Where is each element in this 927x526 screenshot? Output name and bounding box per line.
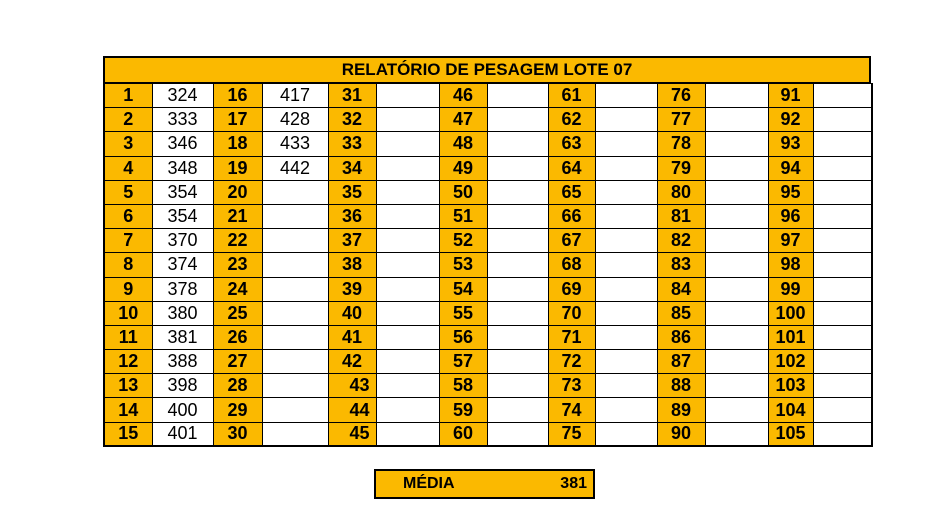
weight-cell[interactable]: 381 — [152, 325, 213, 349]
weight-cell[interactable] — [595, 229, 657, 253]
animal-number-cell: 77 — [657, 108, 705, 132]
animal-number-cell: 63 — [548, 132, 595, 156]
animal-number-cell: 85 — [657, 301, 705, 325]
animal-number-cell: 69 — [548, 277, 595, 301]
weight-cell[interactable] — [813, 422, 872, 446]
table-row — [104, 398, 872, 422]
weight-cell[interactable] — [487, 108, 548, 132]
weight-cell[interactable]: 370 — [152, 229, 213, 253]
animal-number-cell: 95 — [768, 180, 813, 204]
weight-cell[interactable] — [487, 253, 548, 277]
animal-number-cell: 96 — [768, 204, 813, 228]
animal-number-cell: 10 — [104, 301, 152, 325]
weight-cell[interactable] — [262, 374, 328, 398]
weight-cell[interactable] — [813, 277, 872, 301]
report-title: RELATÓRIO DE PESAGEM LOTE 07 — [103, 56, 871, 83]
animal-number-cell: 27 — [213, 350, 262, 374]
animal-number-cell: 8 — [104, 253, 152, 277]
animal-number-cell: 17 — [213, 108, 262, 132]
table-row — [104, 156, 872, 180]
weight-cell[interactable] — [376, 374, 439, 398]
weight-cell[interactable] — [813, 374, 872, 398]
animal-number-cell: 70 — [548, 301, 595, 325]
animal-number-cell: 11 — [104, 325, 152, 349]
animal-number-cell: 46 — [439, 84, 487, 108]
weight-cell[interactable] — [487, 422, 548, 446]
animal-number-cell: 16 — [213, 84, 262, 108]
weight-cell[interactable] — [595, 325, 657, 349]
table-row — [104, 325, 872, 349]
weight-cell[interactable] — [705, 253, 768, 277]
weight-cell[interactable] — [705, 398, 768, 422]
table-row — [104, 350, 872, 374]
weight-cell[interactable] — [262, 301, 328, 325]
weight-cell[interactable] — [595, 84, 657, 108]
animal-number-cell: 58 — [439, 374, 487, 398]
average-box — [374, 469, 595, 499]
table-row — [104, 132, 872, 156]
animal-number-cell: 81 — [657, 204, 705, 228]
weight-cell[interactable] — [487, 132, 548, 156]
weight-cell[interactable] — [487, 398, 548, 422]
weight-cell[interactable] — [705, 277, 768, 301]
animal-number-cell: 72 — [548, 350, 595, 374]
weight-cell[interactable]: 346 — [152, 132, 213, 156]
weight-cell[interactable] — [487, 374, 548, 398]
weight-cell[interactable]: 400 — [152, 398, 213, 422]
weight-cell[interactable]: 398 — [152, 374, 213, 398]
weight-cell[interactable] — [376, 156, 439, 180]
animal-number-cell: 105 — [768, 422, 813, 446]
animal-number-cell: 41 — [328, 325, 376, 349]
weight-cell[interactable] — [595, 156, 657, 180]
animal-number-cell: 23 — [213, 253, 262, 277]
animal-number-cell: 2 — [104, 108, 152, 132]
animal-number-cell: 93 — [768, 132, 813, 156]
weight-cell[interactable] — [705, 204, 768, 228]
weight-cell[interactable] — [705, 374, 768, 398]
animal-number-cell: 65 — [548, 180, 595, 204]
weight-cell[interactable]: 388 — [152, 350, 213, 374]
animal-number-cell: 84 — [657, 277, 705, 301]
table-row — [104, 84, 872, 108]
weighing-report-sheet — [103, 56, 871, 447]
weight-cell[interactable]: 378 — [152, 277, 213, 301]
weight-cell[interactable] — [487, 84, 548, 108]
weight-cell[interactable] — [705, 229, 768, 253]
weight-cell[interactable] — [376, 84, 439, 108]
weight-cell[interactable] — [376, 253, 439, 277]
animal-number-cell: 54 — [439, 277, 487, 301]
weight-cell[interactable] — [376, 277, 439, 301]
animal-number-cell: 74 — [548, 398, 595, 422]
animal-number-cell: 52 — [439, 229, 487, 253]
animal-number-cell: 6 — [104, 204, 152, 228]
animal-number-cell: 92 — [768, 108, 813, 132]
weight-cell[interactable] — [487, 350, 548, 374]
animal-number-cell: 97 — [768, 229, 813, 253]
weight-cell[interactable]: 324 — [152, 84, 213, 108]
weight-cell[interactable]: 442 — [262, 156, 328, 180]
weight-cell[interactable] — [262, 180, 328, 204]
weight-cell[interactable] — [262, 350, 328, 374]
weight-cell[interactable] — [813, 204, 872, 228]
weight-cell[interactable] — [595, 108, 657, 132]
animal-number-cell: 64 — [548, 156, 595, 180]
weight-cell[interactable] — [487, 180, 548, 204]
weight-cell[interactable] — [595, 204, 657, 228]
animal-number-cell: 73 — [548, 374, 595, 398]
animal-number-cell: 62 — [548, 108, 595, 132]
animal-number-cell: 26 — [213, 325, 262, 349]
weight-cell[interactable] — [487, 156, 548, 180]
weight-cell[interactable] — [262, 398, 328, 422]
weight-cell[interactable] — [487, 277, 548, 301]
animal-number-cell: 53 — [439, 253, 487, 277]
animal-number-cell: 47 — [439, 108, 487, 132]
animal-number-cell: 60 — [439, 422, 487, 446]
weight-cell[interactable] — [595, 180, 657, 204]
animal-number-cell: 57 — [439, 350, 487, 374]
table-row — [104, 301, 872, 325]
animal-number-cell: 31 — [328, 84, 376, 108]
weight-cell[interactable]: 417 — [262, 84, 328, 108]
weight-cell[interactable] — [376, 180, 439, 204]
animal-number-cell: 37 — [328, 229, 376, 253]
animal-number-cell: 21 — [213, 204, 262, 228]
weight-cell[interactable] — [262, 229, 328, 253]
weight-cell[interactable] — [595, 132, 657, 156]
animal-number-cell: 28 — [213, 374, 262, 398]
weight-cell[interactable] — [595, 301, 657, 325]
animal-number-cell: 103 — [768, 374, 813, 398]
weight-cell[interactable] — [595, 277, 657, 301]
weight-cell[interactable] — [705, 156, 768, 180]
animal-number-cell: 83 — [657, 253, 705, 277]
animal-number-cell: 67 — [548, 229, 595, 253]
weight-cell[interactable] — [376, 398, 439, 422]
weight-cell[interactable] — [705, 84, 768, 108]
animal-number-cell: 12 — [104, 350, 152, 374]
weight-cell[interactable] — [376, 132, 439, 156]
weight-cell[interactable] — [813, 398, 872, 422]
animal-number-cell: 71 — [548, 325, 595, 349]
weight-cell[interactable]: 374 — [152, 253, 213, 277]
animal-number-cell: 33 — [328, 132, 376, 156]
weight-cell[interactable] — [595, 422, 657, 446]
weight-cell[interactable] — [813, 180, 872, 204]
weighing-table — [103, 83, 873, 447]
animal-number-cell: 13 — [104, 374, 152, 398]
weight-cell[interactable] — [705, 132, 768, 156]
table-row — [104, 108, 872, 132]
weight-cell[interactable] — [813, 229, 872, 253]
weight-cell[interactable]: 428 — [262, 108, 328, 132]
animal-number-cell: 34 — [328, 156, 376, 180]
animal-number-cell: 36 — [328, 204, 376, 228]
weight-cell[interactable] — [813, 84, 872, 108]
animal-number-cell: 102 — [768, 350, 813, 374]
weight-cell[interactable]: 348 — [152, 156, 213, 180]
animal-number-cell: 99 — [768, 277, 813, 301]
average-label: MÉDIA — [403, 475, 455, 492]
animal-number-cell: 45 — [328, 422, 376, 446]
animal-number-cell: 20 — [213, 180, 262, 204]
animal-number-cell: 78 — [657, 132, 705, 156]
animal-number-cell: 66 — [548, 204, 595, 228]
weight-cell[interactable] — [705, 180, 768, 204]
weight-cell[interactable] — [813, 253, 872, 277]
weight-cell[interactable]: 354 — [152, 204, 213, 228]
weight-cell[interactable] — [262, 204, 328, 228]
animal-number-cell: 56 — [439, 325, 487, 349]
animal-number-cell: 104 — [768, 398, 813, 422]
animal-number-cell: 82 — [657, 229, 705, 253]
animal-number-cell: 89 — [657, 398, 705, 422]
animal-number-cell: 59 — [439, 398, 487, 422]
animal-number-cell: 79 — [657, 156, 705, 180]
animal-number-cell: 42 — [328, 350, 376, 374]
weight-cell[interactable] — [376, 301, 439, 325]
animal-number-cell: 61 — [548, 84, 595, 108]
weight-cell[interactable] — [376, 204, 439, 228]
animal-number-cell: 40 — [328, 301, 376, 325]
weight-cell[interactable] — [262, 253, 328, 277]
animal-number-cell: 39 — [328, 277, 376, 301]
animal-number-cell: 86 — [657, 325, 705, 349]
table-row — [104, 374, 872, 398]
weight-cell[interactable] — [813, 132, 872, 156]
table-row — [104, 229, 872, 253]
animal-number-cell: 48 — [439, 132, 487, 156]
animal-number-cell: 1 — [104, 84, 152, 108]
animal-number-cell: 18 — [213, 132, 262, 156]
animal-number-cell: 14 — [104, 398, 152, 422]
weight-cell[interactable]: 354 — [152, 180, 213, 204]
animal-number-cell: 100 — [768, 301, 813, 325]
animal-number-cell: 29 — [213, 398, 262, 422]
table-row — [104, 277, 872, 301]
weight-cell[interactable] — [813, 156, 872, 180]
table-row — [104, 422, 872, 446]
animal-number-cell: 38 — [328, 253, 376, 277]
animal-number-cell: 24 — [213, 277, 262, 301]
animal-number-cell: 25 — [213, 301, 262, 325]
animal-number-cell: 90 — [657, 422, 705, 446]
weight-cell[interactable] — [705, 350, 768, 374]
animal-number-cell: 19 — [213, 156, 262, 180]
weight-cell[interactable] — [813, 301, 872, 325]
animal-number-cell: 4 — [104, 156, 152, 180]
animal-number-cell: 80 — [657, 180, 705, 204]
weight-cell[interactable] — [376, 422, 439, 446]
weight-cell[interactable] — [262, 277, 328, 301]
animal-number-cell: 49 — [439, 156, 487, 180]
table-row — [104, 253, 872, 277]
animal-number-cell: 75 — [548, 422, 595, 446]
animal-number-cell: 22 — [213, 229, 262, 253]
weight-cell[interactable] — [705, 108, 768, 132]
weight-cell[interactable] — [376, 325, 439, 349]
animal-number-cell: 88 — [657, 374, 705, 398]
animal-number-cell: 101 — [768, 325, 813, 349]
weight-cell[interactable] — [813, 108, 872, 132]
animal-number-cell: 51 — [439, 204, 487, 228]
weight-cell[interactable] — [705, 301, 768, 325]
animal-number-cell: 32 — [328, 108, 376, 132]
weight-cell[interactable] — [595, 253, 657, 277]
weight-cell[interactable] — [595, 374, 657, 398]
table-row — [104, 180, 872, 204]
weight-cell[interactable]: 433 — [262, 132, 328, 156]
animal-number-cell: 7 — [104, 229, 152, 253]
weight-cell[interactable]: 401 — [152, 422, 213, 446]
animal-number-cell: 68 — [548, 253, 595, 277]
animal-number-cell: 76 — [657, 84, 705, 108]
weight-cell[interactable] — [487, 301, 548, 325]
weight-cell[interactable] — [376, 108, 439, 132]
table-row — [104, 204, 872, 228]
weight-cell[interactable] — [262, 325, 328, 349]
weight-cell[interactable] — [705, 325, 768, 349]
weight-cell[interactable] — [487, 229, 548, 253]
animal-number-cell: 30 — [213, 422, 262, 446]
animal-number-cell: 98 — [768, 253, 813, 277]
weight-cell[interactable] — [262, 422, 328, 446]
animal-number-cell: 43 — [328, 374, 376, 398]
animal-number-cell: 15 — [104, 422, 152, 446]
weight-cell[interactable] — [487, 325, 548, 349]
animal-number-cell: 94 — [768, 156, 813, 180]
weight-cell[interactable] — [487, 204, 548, 228]
animal-number-cell: 55 — [439, 301, 487, 325]
animal-number-cell: 5 — [104, 180, 152, 204]
weight-cell[interactable] — [595, 398, 657, 422]
weight-cell[interactable] — [813, 325, 872, 349]
weight-cell[interactable] — [705, 422, 768, 446]
weight-cell[interactable]: 380 — [152, 301, 213, 325]
weight-cell[interactable] — [595, 350, 657, 374]
animal-number-cell: 9 — [104, 277, 152, 301]
weight-cell[interactable]: 333 — [152, 108, 213, 132]
animal-number-cell: 91 — [768, 84, 813, 108]
animal-number-cell: 87 — [657, 350, 705, 374]
animal-number-cell: 35 — [328, 180, 376, 204]
animal-number-cell: 3 — [104, 132, 152, 156]
average-value: 381 — [560, 475, 587, 492]
animal-number-cell: 44 — [328, 398, 376, 422]
weight-cell[interactable] — [813, 350, 872, 374]
animal-number-cell: 50 — [439, 180, 487, 204]
weight-cell[interactable] — [376, 229, 439, 253]
weight-cell[interactable] — [376, 350, 439, 374]
